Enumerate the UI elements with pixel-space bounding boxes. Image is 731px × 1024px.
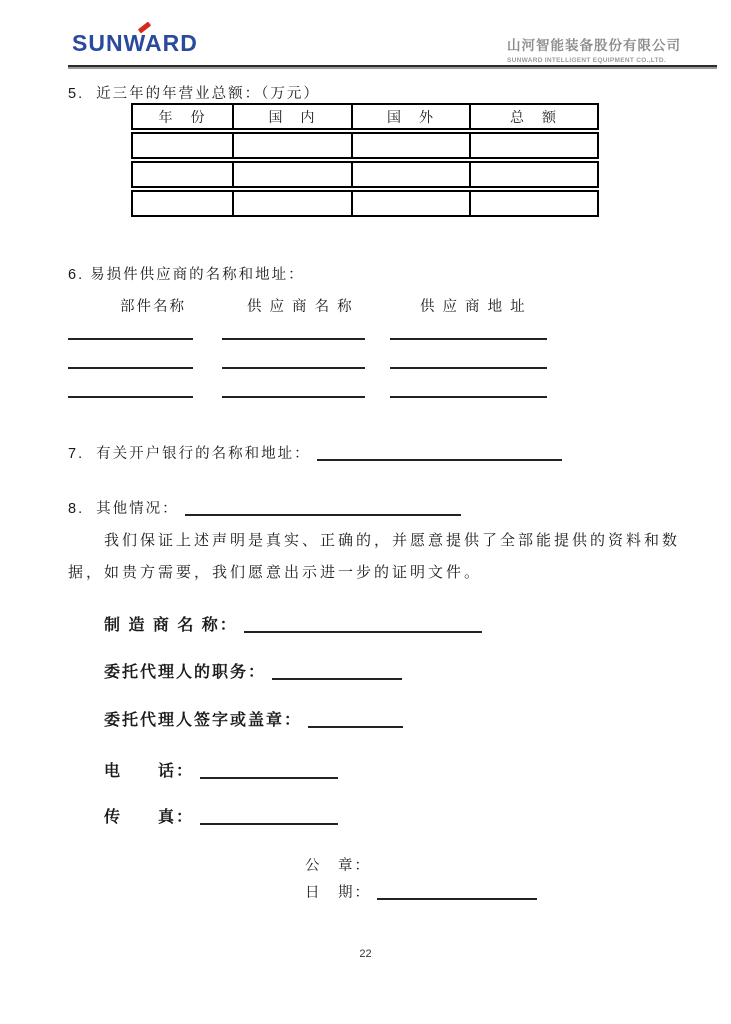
header-divider — [68, 65, 717, 69]
section8-row — [68, 497, 461, 518]
manufacturer-name-label: 制 造 商 名 称： — [104, 617, 238, 634]
supplier-address-blank-line — [390, 396, 547, 398]
date-label: 日 期： — [305, 885, 371, 901]
fax-blank-line — [200, 810, 338, 825]
sunward-logo-text: SUNWARD — [72, 30, 198, 56]
table-cell — [232, 190, 351, 217]
sunward-logo — [72, 30, 198, 57]
manufacturer-name-row — [104, 612, 482, 635]
company-header — [507, 34, 681, 69]
seal-label: 公 章： — [305, 858, 371, 874]
fax-label: 传 真： — [104, 809, 195, 826]
bank-name-blank-line — [317, 447, 562, 461]
other-info-blank-line — [185, 502, 461, 516]
table-cell — [469, 190, 599, 217]
phone-blank-line — [200, 764, 338, 779]
phone-label: 电 话： — [104, 763, 195, 780]
supplier-row — [68, 369, 548, 398]
company-name-cn: 山河智能装备股份有限公司 — [507, 38, 681, 53]
agent-title-label: 委托代理人的职务： — [104, 664, 267, 681]
page-number: 22 — [359, 948, 372, 960]
table-cell — [232, 161, 351, 188]
agent-signature-blank-line — [308, 713, 403, 728]
phone-row — [104, 758, 338, 781]
manufacturer-name-blank-line — [244, 618, 482, 633]
supplier-blank-lines — [68, 311, 548, 398]
table-cell — [351, 132, 469, 159]
supplier-name-blank-line — [222, 396, 365, 398]
table-cell — [131, 161, 232, 188]
col-header-part-name: 部件名称 — [120, 299, 186, 315]
agent-title-row — [104, 659, 402, 682]
section7-row — [68, 442, 562, 463]
declaration-line-2: 据，如贵方需要，我们愿意出示进一步的证明文件。 — [68, 564, 483, 581]
date-row — [305, 881, 537, 902]
col-header-supplier-address: 供 应 商 地 址 — [420, 299, 527, 315]
table-row — [131, 190, 599, 217]
agent-signature-row — [104, 707, 403, 730]
table-cell — [131, 132, 232, 159]
table-cell — [469, 161, 599, 188]
seal-row — [305, 854, 371, 875]
date-blank-line — [377, 886, 537, 900]
company-name-en: SUNWARD INTELLIGENT EQUIPMENT CO.,LTD. — [507, 57, 667, 69]
table-header-foreign: 国 外 — [351, 103, 469, 130]
table-cell — [351, 161, 469, 188]
table-header-total: 总 额 — [469, 103, 599, 130]
section7-label: 7. 有关开户银行的名称和地址： — [68, 446, 311, 462]
table-cell — [469, 132, 599, 159]
fax-row — [104, 804, 338, 827]
agent-title-blank-line — [272, 665, 402, 680]
section6-title: 6. 易损件供应商的名称和地址： — [68, 267, 305, 283]
table-cell — [351, 190, 469, 217]
supplier-row — [68, 340, 548, 369]
revenue-table — [131, 101, 599, 219]
col-header-supplier-name: 供 应 商 名 称 — [247, 299, 354, 315]
part-name-blank-line — [68, 396, 193, 398]
table-cell — [131, 190, 232, 217]
table-header-row — [131, 103, 599, 130]
table-header-year: 年 份 — [131, 103, 232, 130]
table-cell — [232, 132, 351, 159]
table-row — [131, 161, 599, 188]
table-header-domestic: 国 内 — [232, 103, 351, 130]
table-row — [131, 132, 599, 159]
agent-signature-label: 委托代理人签字或盖章： — [104, 712, 303, 729]
declaration-line-1: 我们保证上述声明是真实、正确的，并愿意提供了全部能提供的资料和数 — [104, 532, 681, 549]
supplier-row — [68, 311, 548, 340]
section5-title: 5. 近三年的年营业总额：（万元） — [68, 86, 320, 102]
section8-label: 8. 其他情况： — [68, 501, 179, 517]
